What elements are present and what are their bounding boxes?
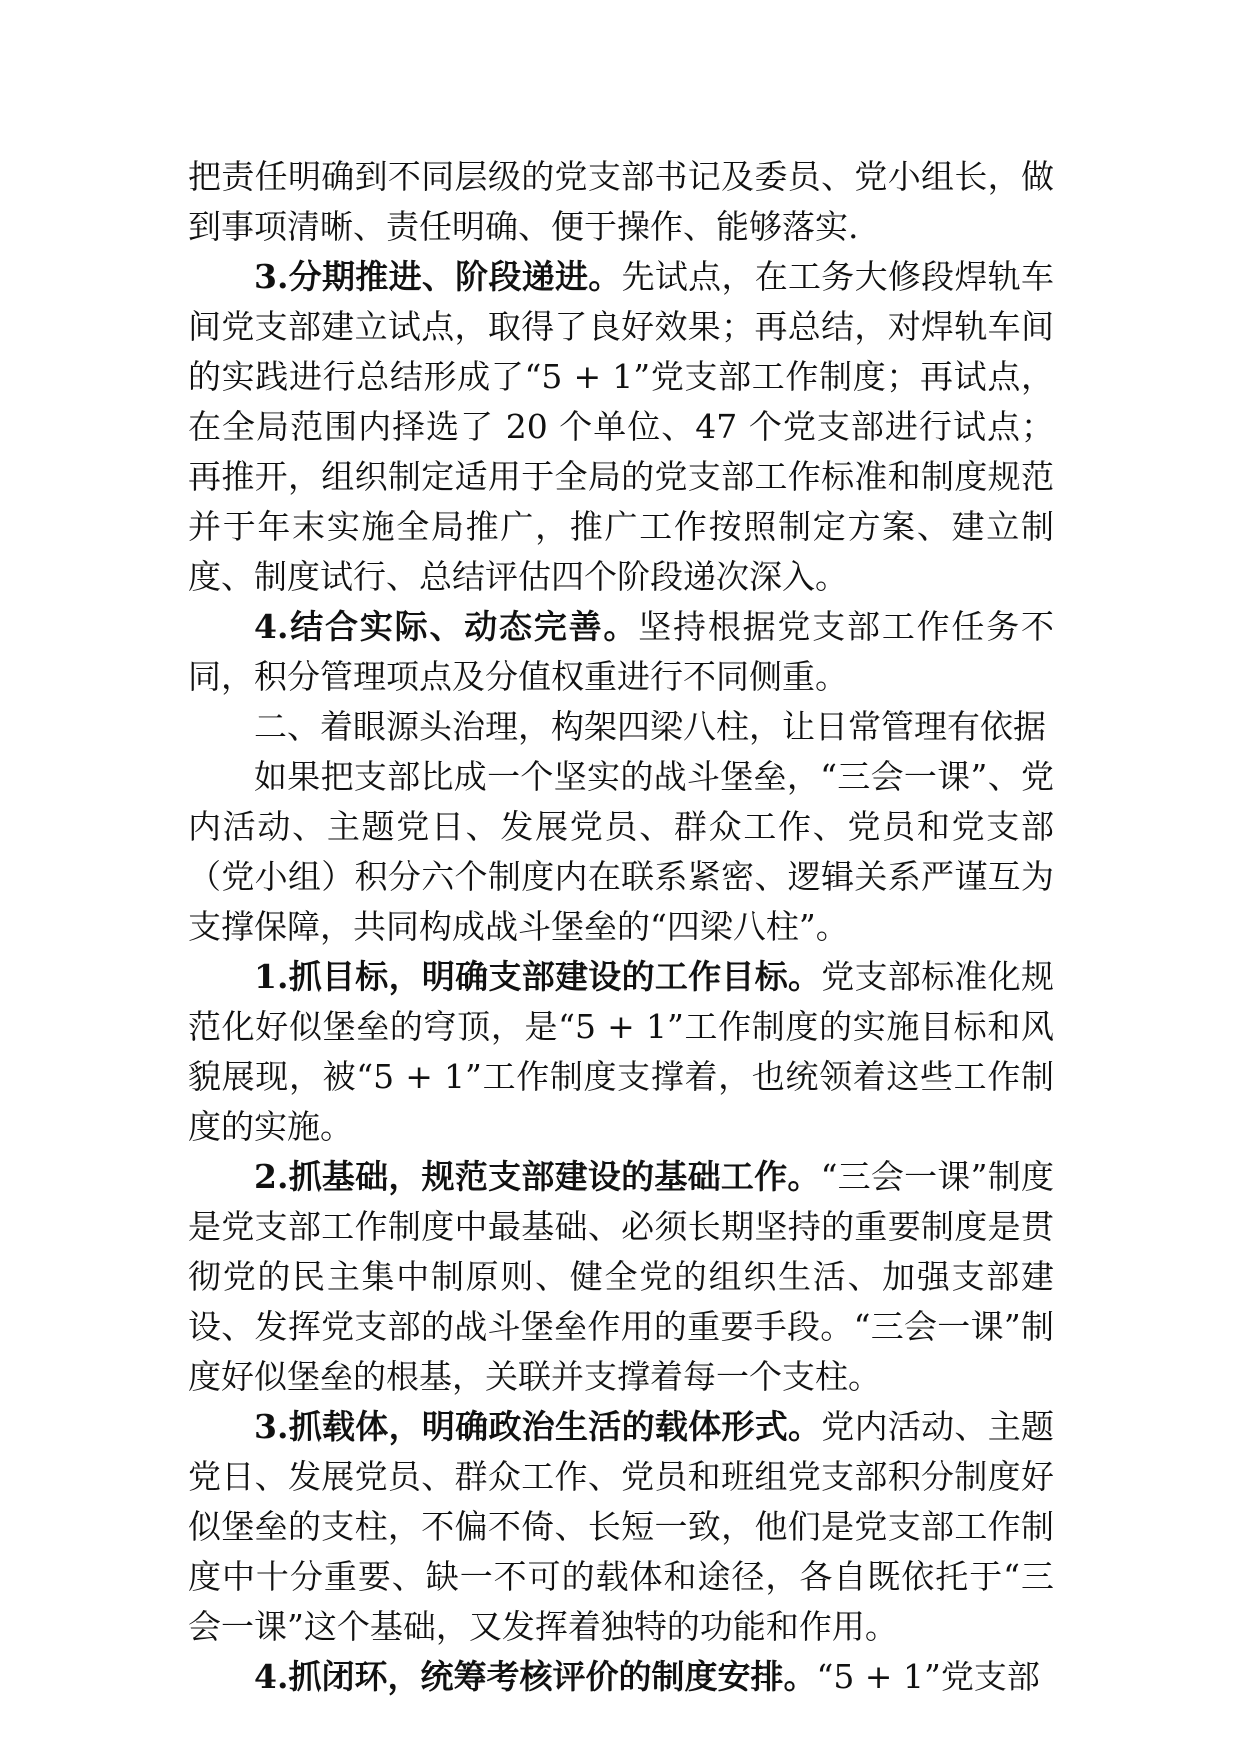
paragraph-9-text: “5 + 1”党支部 <box>816 1657 1040 1696</box>
paragraph-2-text: 先试点，在工务大修段焊轨车间党支部建立试点，取得了良好效果；再总结，对焊轨车间的实践进行总结形成了“5 + 1”党支部工作制度；再试点，在全局范围内择选了 20 个单位、47 个党支部进行试点；再推开，组织制定适用于全局的党支部工作标准和制度规范并于年末实施全局推广，推广工作按照制定方案、建立制度、制度试行、总结评估四个阶段递次深入。 <box>188 257 1055 596</box>
paragraph-6-lead: 1.抓目标，明确支部建设的工作目标。 <box>254 957 822 996</box>
section-heading-2 <box>188 702 1054 752</box>
paragraph-8-lead: 3.抓载体，明确政治生活的载体形式。 <box>254 1407 822 1446</box>
paragraph-8 <box>188 1402 1054 1652</box>
paragraph-5 <box>188 752 1054 952</box>
paragraph-4-text: 二、着眼源头治理，构架四梁八柱，让日常管理有依据 <box>254 707 1046 746</box>
paragraph-7 <box>188 1152 1054 1402</box>
paragraph-2-lead: 3.分期推进、阶段递进。 <box>254 257 622 296</box>
paragraph-7-lead: 2.抓基础，规范支部建设的基础工作。 <box>254 1157 821 1196</box>
paragraph-5-text: 如果把支部比成一个坚实的战斗堡垒，“三会一课”、党内活动、主题党日、发展党员、群众工作、党员和党支部（党小组）积分六个制度内在联系紧密、逻辑关系严谨互为支撑保障，共同构成战斗堡垒的“四梁八柱”。 <box>188 757 1054 946</box>
paragraph-3 <box>188 602 1054 702</box>
paragraph-6 <box>188 952 1054 1152</box>
paragraph-8-text: 党内活动、主题党日、发展党员、群众工作、党员和班组党支部积分制度好似堡垒的支柱，不偏不倚、长短一致，他们是党支部工作制度中十分重要、缺一不可的载体和途径，各自既依托于“三会一课”这个基础，又发挥着独特的功能和作用。 <box>188 1407 1055 1646</box>
paragraph-9 <box>188 1652 1054 1702</box>
body-text <box>188 152 1054 1702</box>
paragraph-1 <box>188 152 1054 252</box>
paragraph-1-text: 把责任明确到不同层级的党支部书记及委员、党小组长，做到事项清晰、责任明确、便于操作、能够落实. <box>188 157 1054 246</box>
paragraph-9-lead: 4.抓闭环，统筹考核评价的制度安排。 <box>254 1657 817 1696</box>
paragraph-2 <box>188 252 1054 602</box>
paragraph-7-text: “三会一课”制度是党支部工作制度中最基础、必须长期坚持的重要制度是贯彻党的民主集中制原则、健全党的组织生活、加强支部建设、发挥党支部的战斗堡垒作用的重要手段。“三会一课”制度好似堡垒的根基，关联并支撑着每一个支柱。 <box>188 1157 1054 1396</box>
paragraph-3-text: 坚持根据党支部工作任务不同，积分管理项点及分值权重进行不同侧重。 <box>188 607 1055 696</box>
paragraph-6-text: 党支部标准化规范化好似堡垒的穹顶，是“5 + 1”工作制度的实施目标和风貌展现，被“5 + 1”工作制度支撑着，也统领着这些工作制度的实施。 <box>188 957 1055 1146</box>
paragraph-3-lead: 4.结合实际、动态完善。 <box>254 607 639 646</box>
